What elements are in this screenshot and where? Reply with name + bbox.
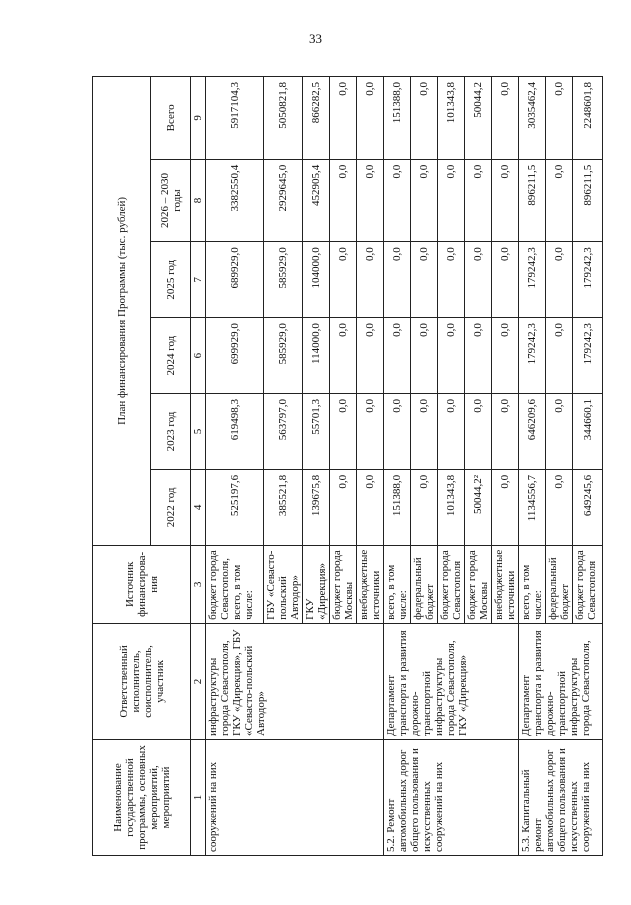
value-cell: 0,0	[438, 242, 465, 318]
value-cell: 896211,5	[519, 159, 546, 242]
header-name: Наименование государственной программы, основных мероприятий, мероприятий	[93, 739, 191, 855]
value-cell: 0,0	[411, 394, 438, 470]
value-cell: 5917104,3	[206, 77, 264, 160]
value-cell: 3035462,4	[519, 77, 546, 160]
measure-name-cell: 5.2. Ремонт автомобильных дорог общего пользования и искусственных сооружений на них	[384, 739, 519, 855]
source-cell: внебюджетные источники	[357, 545, 384, 623]
source-cell: ГКУ «Дирекция»	[303, 545, 330, 623]
source-cell: бюджет города Севастополя	[438, 545, 465, 623]
col-number: 7	[191, 242, 206, 318]
value-cell: 0,0	[411, 77, 438, 160]
source-cell: бюджет города Севастополя, всего, в том числе:	[206, 545, 264, 623]
value-cell: 179242,3	[519, 318, 546, 394]
header-total: Всего	[151, 77, 191, 160]
source-cell: внебюджетные источники	[492, 545, 519, 623]
value-cell: 0,0	[357, 242, 384, 318]
col-number: 9	[191, 77, 206, 160]
value-cell: 0,0	[465, 394, 492, 470]
value-cell: 0,0	[357, 469, 384, 545]
value-cell: 139675,8	[303, 469, 330, 545]
value-cell: 699929,0	[206, 318, 264, 394]
value-cell: 179242,3	[519, 242, 546, 318]
value-cell: 50044,2	[465, 77, 492, 160]
value-cell: 0,0	[492, 394, 519, 470]
value-cell: 0,0	[411, 318, 438, 394]
col-number: 5	[191, 394, 206, 470]
value-cell: 0,0	[384, 242, 411, 318]
header-financing-plan: План финансирования Программы (тыс. рублей)	[93, 77, 151, 546]
source-cell: ГБУ «Севасто-польский Автодор»	[264, 545, 303, 623]
value-cell: 0,0	[330, 159, 357, 242]
value-cell: 525197,6	[206, 469, 264, 545]
source-cell: всего, в том числе:	[384, 545, 411, 623]
source-cell: бюджет города Москвы	[465, 545, 492, 623]
executor-cell: инфраструктуры города Севастополя, ГКУ «Дирекция», ГБУ «Севасто-польский Автодор»	[206, 623, 384, 739]
value-cell: 0,0	[492, 242, 519, 318]
value-cell: 0,0	[465, 318, 492, 394]
value-cell: 385521,8	[264, 469, 303, 545]
value-cell: 0,0	[384, 394, 411, 470]
header-source: Источник финансирова-ния	[93, 545, 191, 623]
value-cell: 0,0	[492, 159, 519, 242]
value-cell: 2248601,8	[573, 77, 603, 160]
col-number: 6	[191, 318, 206, 394]
source-cell: федеральный бюджет	[546, 545, 573, 623]
value-cell: 0,0	[330, 318, 357, 394]
header-year-2025: 2025 год	[151, 242, 191, 318]
header-executor: Ответственный исполнитель, соисполнитель, участник	[93, 623, 191, 739]
value-cell: 179242,3	[573, 318, 603, 394]
value-cell: 0,0	[492, 469, 519, 545]
value-cell: 0,0	[438, 318, 465, 394]
value-cell: 689929,0	[206, 242, 264, 318]
value-cell: 0,0	[357, 394, 384, 470]
source-cell: бюджет города Москвы	[330, 545, 357, 623]
value-cell: 0,0	[492, 77, 519, 160]
value-cell: 344660,1	[573, 394, 603, 470]
value-cell: 55701,3	[303, 394, 330, 470]
value-cell: 0,0	[438, 159, 465, 242]
value-cell: 0,0	[384, 318, 411, 394]
header-year-2022: 2022 год	[151, 469, 191, 545]
value-cell: 646209,6	[519, 394, 546, 470]
value-cell: 0,0	[411, 469, 438, 545]
value-cell: 2929645,0	[264, 159, 303, 242]
value-cell: 0,0	[357, 318, 384, 394]
value-cell: 896211,5	[573, 159, 603, 242]
value-cell: 50044,2²	[465, 469, 492, 545]
value-cell: 0,0	[357, 77, 384, 160]
header-year-2023: 2023 год	[151, 394, 191, 470]
header-year-2024: 2024 год	[151, 318, 191, 394]
col-number: 4	[191, 469, 206, 545]
value-cell: 866282,5	[303, 77, 330, 160]
value-cell: 101343,8	[438, 77, 465, 160]
value-cell: 0,0	[546, 77, 573, 160]
col-number: 8	[191, 159, 206, 242]
header-year-2026-2030: 2026 – 2030 годы	[151, 159, 191, 242]
measure-name-cell: 5.3. Капитальный ремонт автомобильных дорог общего пользования и искусственных сооружений на них	[519, 739, 603, 855]
executor-cell: Департамент транспорта и развития дорожно-транспортной инфраструктуры города Севастополя, ГКУ «Дирекция»	[384, 623, 519, 739]
value-cell: 649245,6	[573, 469, 603, 545]
value-cell: 104000,0	[303, 242, 330, 318]
value-cell: 0,0	[438, 394, 465, 470]
value-cell: 5050821,8	[264, 77, 303, 160]
col-number: 2	[191, 623, 206, 739]
col-number: 3	[191, 545, 206, 623]
value-cell: 0,0	[546, 394, 573, 470]
col-number: 1	[191, 739, 206, 855]
value-cell: 151388,0	[384, 77, 411, 160]
value-cell: 114000,0	[303, 318, 330, 394]
value-cell: 0,0	[546, 318, 573, 394]
value-cell: 0,0	[384, 159, 411, 242]
value-cell: 452905,4	[303, 159, 330, 242]
value-cell: 101343,8	[438, 469, 465, 545]
value-cell: 1134556,7	[519, 469, 546, 545]
value-cell: 0,0	[411, 242, 438, 318]
source-cell: всего, в том числе:	[519, 545, 546, 623]
value-cell: 179242,3	[573, 242, 603, 318]
measure-name-cell: сооружений на них	[206, 739, 384, 855]
financing-table	[92, 76, 603, 856]
value-cell: 563797,0	[264, 394, 303, 470]
value-cell: 0,0	[546, 469, 573, 545]
value-cell: 585929,0	[264, 318, 303, 394]
page-number: 33	[309, 31, 322, 46]
value-cell: 0,0	[330, 394, 357, 470]
rotated-table-container	[92, 76, 598, 856]
value-cell: 151388,0	[384, 469, 411, 545]
value-cell: 0,0	[546, 159, 573, 242]
value-cell: 3382550,4	[206, 159, 264, 242]
value-cell: 0,0	[357, 159, 384, 242]
value-cell: 0,0	[465, 159, 492, 242]
value-cell: 0,0	[411, 159, 438, 242]
value-cell: 0,0	[492, 318, 519, 394]
executor-cell: Департамент транспорта и развития дорожно-транспортной инфраструктуры города Севастополя,	[519, 623, 603, 739]
source-cell: федеральный бюджет	[411, 545, 438, 623]
value-cell: 585929,0	[264, 242, 303, 318]
value-cell: 0,0	[465, 242, 492, 318]
value-cell: 0,0	[330, 469, 357, 545]
value-cell: 0,0	[330, 77, 357, 160]
value-cell: 0,0	[546, 242, 573, 318]
source-cell: бюджет города Севастополя	[573, 545, 603, 623]
value-cell: 619498,3	[206, 394, 264, 470]
value-cell: 0,0	[330, 242, 357, 318]
